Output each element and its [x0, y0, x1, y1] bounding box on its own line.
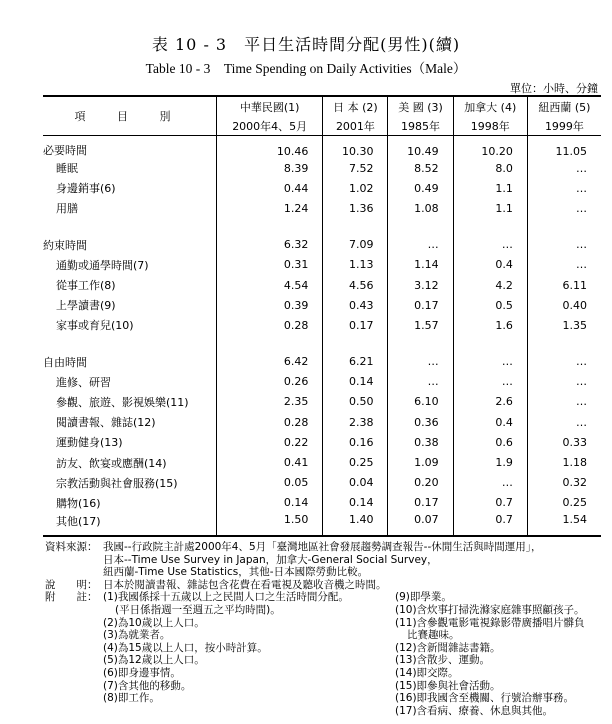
cell-value: 0.31 [217, 255, 323, 275]
cell-value: … [527, 178, 601, 198]
footnote-item: (14)即交際。 [395, 666, 459, 679]
column-header-name: 美 國 (3) [388, 96, 453, 116]
cell-value: 10.30 [323, 136, 388, 159]
row-label: 家事或育兒(10) [56, 319, 134, 333]
row-label: 睡眠 [56, 162, 78, 176]
table-row [43, 295, 601, 315]
cell-value: 0.49 [388, 178, 453, 198]
table-row [43, 275, 601, 295]
column-header-year: 1998年 [453, 116, 527, 136]
table-row [43, 315, 601, 335]
cell-value: 1.14 [388, 255, 453, 275]
cell-value: 0.7 [453, 493, 527, 513]
table-row [43, 372, 601, 392]
row-label: 約束時間 [43, 238, 87, 252]
cell-value: 0.6 [453, 432, 527, 452]
cell-value: 6.11 [527, 275, 601, 295]
row-label: 通勤或通學時間(7) [56, 258, 149, 272]
column-header-name: 紐西蘭 (5) [527, 96, 601, 116]
cell-value: 6.21 [323, 352, 388, 372]
spacer-row [43, 219, 601, 235]
cell-value: 0.05 [217, 473, 323, 493]
cell-value: … [453, 352, 527, 372]
cell-value: 0.14 [217, 493, 323, 513]
unit-label: 單位：小時、分鐘 [510, 82, 598, 95]
footnote-item: (12)含新聞雜誌書籍。 [395, 641, 501, 654]
cell-value: 10.20 [453, 136, 527, 159]
footnote-item: 比賽趣味。 [407, 629, 460, 642]
cell-value: 0.40 [527, 295, 601, 315]
cell-value: 0.14 [323, 372, 388, 392]
table-notes [45, 541, 610, 717]
cell-value: 0.17 [388, 493, 453, 513]
source-label: 資料來源： [45, 541, 98, 553]
column-header-year: 2000年4、5月 [217, 116, 323, 136]
table-row [43, 452, 601, 472]
row-label: 運動健身(13) [56, 436, 123, 450]
table-row [43, 178, 601, 198]
cell-value: 0.25 [323, 452, 388, 472]
cell-value: 1.13 [323, 255, 388, 275]
footnotes-column-1 [103, 591, 395, 717]
cell-value: 1.35 [527, 315, 601, 335]
cell-value: 7.09 [323, 235, 388, 255]
column-header-name: 加拿大 (4) [453, 96, 527, 116]
table-row [43, 513, 601, 536]
cell-value: 1.02 [323, 178, 388, 198]
footnote-item: (15)即參與社會活動。 [395, 679, 501, 692]
row-label: 從事工作(8) [56, 279, 116, 293]
cell-value: 0.26 [217, 372, 323, 392]
cell-value: 2.38 [323, 412, 388, 432]
cell-value: 8.0 [453, 158, 527, 178]
table-row [43, 473, 601, 493]
cell-value: 11.05 [527, 136, 601, 159]
row-label: 其他(17) [43, 513, 217, 536]
footnote-item: (16)即我國含至機關、行號洽辦事務。 [395, 692, 575, 705]
cell-value: 0.25 [527, 493, 601, 513]
spacer-row [43, 336, 601, 352]
footnote-item: (13)含散步、運動。 [395, 654, 491, 667]
footnotes [45, 591, 610, 717]
cell-value: 0.17 [388, 295, 453, 315]
cell-value: … [388, 372, 453, 392]
row-label: 閱讀書報、雜誌(12) [56, 416, 156, 430]
cell-value: 4.2 [453, 275, 527, 295]
cell-value: 10.49 [388, 136, 453, 159]
cell-value: 1.1 [453, 198, 527, 218]
cell-value: 0.5 [453, 295, 527, 315]
table-row [43, 255, 601, 275]
item-column-header: 項 目 別 [43, 96, 217, 136]
cell-value: 7.52 [323, 158, 388, 178]
row-label: 必要時間 [43, 144, 87, 157]
cell-value: 0.14 [323, 493, 388, 513]
cell-value: 0.44 [217, 178, 323, 198]
cell-value: 0.17 [323, 315, 388, 335]
table-row [43, 392, 601, 412]
cell-value: 10.46 [217, 136, 323, 159]
cell-value: 1.24 [217, 198, 323, 218]
footnote-item: (平日係指週一至週五之平均時間)。 [115, 603, 281, 616]
column-header-year: 1999年 [527, 116, 601, 136]
cell-value: 2.35 [217, 392, 323, 412]
row-label: 身邊銷事(6) [56, 182, 116, 196]
cell-value: … [388, 235, 453, 255]
table-title-chinese: 表 10 - 3 平日生活時間分配(男性)(續) [151, 35, 461, 54]
cell-value: 1.09 [388, 452, 453, 472]
explanation-label: 說 明： [45, 578, 98, 591]
cell-value: 0.39 [217, 295, 323, 315]
source-line: 我國--行政院主計處2000年4、5月「臺灣地區社會發展趨勢調查報告--休閒生活與時間運用」， [103, 541, 542, 553]
cell-value: … [453, 235, 527, 255]
cell-value: 4.56 [323, 275, 388, 295]
cell-value: 1.57 [388, 315, 453, 335]
source-line: 紐西蘭-Time Use Statistics，其他-日本國際勞動比較。 [103, 566, 369, 579]
footnote-item: (5)為12歲以上人口。 [103, 654, 205, 667]
cell-value: 0.36 [388, 412, 453, 432]
cell-value: 3.12 [388, 275, 453, 295]
row-label: 進修、研習 [56, 375, 111, 389]
footnote-item: (2)為10歲以上人口。 [103, 616, 205, 629]
table-row [43, 136, 601, 159]
table-row [43, 352, 601, 372]
footnote-item: (9)即學業。 [395, 591, 452, 604]
table-row [43, 158, 601, 178]
cell-value: 1.40 [323, 513, 388, 536]
cell-value: 1.18 [527, 452, 601, 472]
cell-value: 4.54 [217, 275, 323, 295]
time-spending-table [43, 95, 601, 537]
cell-value: 0.20 [388, 473, 453, 493]
row-label: 參觀、旅遊、影視娛樂(11) [56, 395, 189, 409]
cell-value: 6.42 [217, 352, 323, 372]
table-row [43, 493, 601, 513]
table-row [43, 235, 601, 255]
cell-value: 0.38 [388, 432, 453, 452]
footnote-item: (4)為15歲以上人口，按小時計算。 [103, 641, 268, 654]
row-label: 購物(16) [56, 496, 101, 510]
cell-value: … [388, 352, 453, 372]
cell-value: 1.50 [217, 513, 323, 536]
cell-value: 0.32 [527, 473, 601, 493]
cell-value: 2.6 [453, 392, 527, 412]
cell-value: 8.39 [217, 158, 323, 178]
cell-value: 6.32 [217, 235, 323, 255]
cell-value: … [527, 235, 601, 255]
column-header-name: 中華民國(1) [217, 96, 323, 116]
cell-value: 1.6 [453, 315, 527, 335]
cell-value: 1.54 [527, 513, 601, 536]
explanation-note [45, 579, 610, 592]
cell-value: … [527, 198, 601, 218]
footnote-item: (10)含炊事打掃洗滌家庭雜事照顧孩子。 [395, 603, 585, 616]
cell-value: 0.28 [217, 412, 323, 432]
cell-value: … [527, 158, 601, 178]
cell-value: … [527, 255, 601, 275]
row-label: 用膳 [56, 202, 78, 216]
cell-value: 0.07 [388, 513, 453, 536]
cell-value: 1.1 [453, 178, 527, 198]
cell-value: 0.28 [217, 315, 323, 335]
column-header-year: 2001年 [323, 116, 388, 136]
footnotes-label: 附 註： [45, 591, 98, 604]
cell-value: … [527, 372, 601, 392]
cell-value: … [527, 392, 601, 412]
cell-value: 0.33 [527, 432, 601, 452]
cell-value: 6.10 [388, 392, 453, 412]
footnote-item: (8)即工作。 [103, 692, 160, 705]
row-label: 上學讀書(9) [56, 299, 116, 313]
footnote-item: (6)即身邊事情。 [103, 666, 181, 679]
column-header-year: 1985年 [388, 116, 453, 136]
column-header-name: 日 本 (2) [323, 96, 388, 116]
source-line: 日本--Time Use Survey in Japan，加拿大-General Social Survey， [103, 553, 438, 566]
footnote-item: (17)含看病、療養、休息與其他。 [395, 704, 554, 717]
row-label: 宗教活動與社會服務(15) [56, 476, 178, 490]
table-row [43, 432, 601, 452]
table-row [43, 198, 601, 218]
cell-value: 0.16 [323, 432, 388, 452]
row-label: 訪友、飲宴或應酬(14) [56, 456, 167, 470]
footnote-item: (7)含其他的移動。 [103, 679, 192, 692]
cell-value: … [453, 372, 527, 392]
cell-value: 0.22 [217, 432, 323, 452]
footnote-item: (1)我國係採十五歲以上之民間人口之生活時間分配。 [103, 591, 349, 604]
source-note [45, 541, 610, 579]
cell-value: 0.4 [453, 255, 527, 275]
cell-value: … [453, 473, 527, 493]
table-row [43, 412, 601, 432]
header-row-country [43, 96, 601, 116]
cell-value: … [527, 412, 601, 432]
cell-value: 1.08 [388, 198, 453, 218]
cell-value: 0.50 [323, 392, 388, 412]
cell-value: 0.04 [323, 473, 388, 493]
cell-value: 0.4 [453, 412, 527, 432]
footnotes-column-2 [395, 591, 605, 717]
footnote-item: (11)含參觀電影電視錄影帶廣播唱片髒負 [395, 616, 585, 629]
row-label: 自由時間 [43, 355, 87, 369]
footnote-item: (3)為就業者。 [103, 629, 171, 642]
cell-value: 0.43 [323, 295, 388, 315]
cell-value: 1.36 [323, 198, 388, 218]
cell-value: 8.52 [388, 158, 453, 178]
cell-value: 0.41 [217, 452, 323, 472]
explanation-text: 日本於閱讀書報、雜誌包含花費在看電視及聽收音機之時間。 [103, 578, 387, 591]
cell-value: … [527, 352, 601, 372]
cell-value: 1.9 [453, 452, 527, 472]
table-title-english: Table 10 - 3 Time Spending on Daily Activities（Male） [145, 61, 467, 76]
cell-value: 0.7 [453, 513, 527, 536]
